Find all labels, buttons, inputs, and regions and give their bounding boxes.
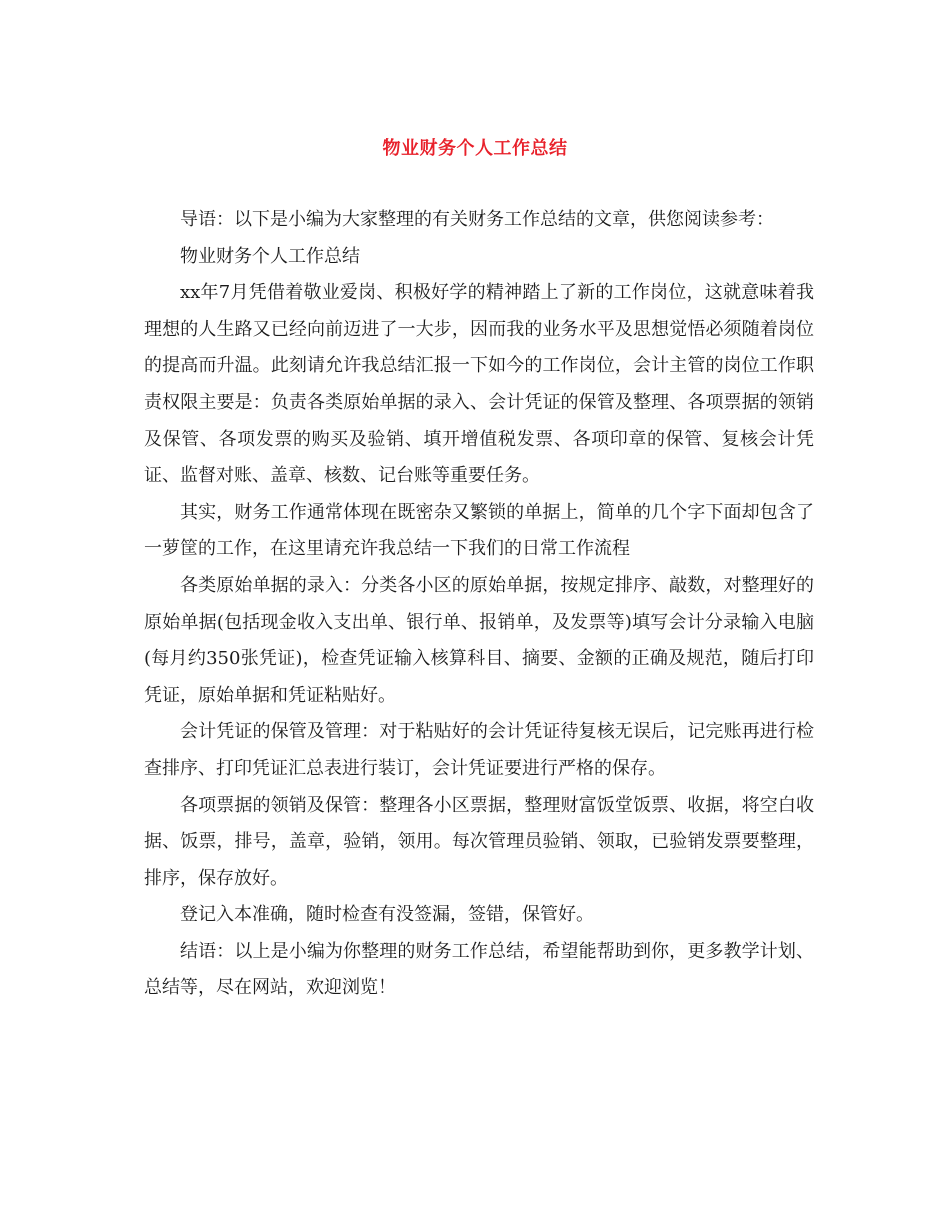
- document-title: 物业财务个人工作总结: [382, 138, 568, 159]
- subtitle-paragraph: 物业财务个人工作总结: [180, 245, 360, 267]
- intro-paragraph: 导语：以下是小编为大家整理的有关财务工作总结的文章，供您阅读参考：: [180, 209, 774, 230]
- body-paragraph: 各项票据的领销及保管：整理各小区票据，整理财富饭堂饭票、收据，将空白收据、饭票，排号，盖章，验销，领用。每次管理员验销、领取，已验销发票要整理，排序，保存放好。: [144, 794, 814, 889]
- body-paragraph: 登记入本准确，随时检查有没签漏，签错，保管好。: [180, 904, 594, 926]
- body-paragraph: xx年7月凭借着敬业爱岗、积极好学的精神踏上了新的工作岗位，这就意味着我理想的人生路又已经向前迈进了一大步，因而我的业务水平及思想觉悟必须随着岗位的提高而升温。此刻请允许我总结汇报一下如今的工作岗位，会计主管的岗位工作职责权限主要是：负责各类原始单据的录入、会计凭证的保管及整理、各项票据的领销及保管、各项发票的购买及验销、填开增值税发票、各项印章的保管、复核会计凭证、监督对账、盖章、核数、记台账等重要任务。: [144, 282, 814, 487]
- document-body: [144, 202, 814, 1007]
- closing-paragraph: 结语：以上是小编为你整理的财务工作总结，希望能帮助到你，更多教学计划、总结等，尽在网站，欢迎浏览！: [144, 940, 814, 999]
- body-paragraph: 各类原始单据的录入：分类各小区的原始单据，按规定排序、敲数，对整理好的原始单据(包括现金收入支出单、银行单、报销单，及发票等)填写会计分录输入电脑(每月约350张凭证)，检查凭证输入核算科目、摘要、金额的正确及规范，随后打印凭证，原始单据和凭证粘贴好。: [144, 574, 814, 706]
- body-paragraph: 会计凭证的保管及管理：对于粘贴好的会计凭证待复核无误后，记完账再进行检查排序、打印凭证汇总表进行装订，会计凭证要进行严格的保存。: [144, 721, 814, 779]
- body-paragraph: 其实，财务工作通常体现在既密杂又繁锁的单据上，简单的几个字下面却包含了一萝筐的工作，在这里请充许我总结一下我们的日常工作流程: [144, 501, 814, 560]
